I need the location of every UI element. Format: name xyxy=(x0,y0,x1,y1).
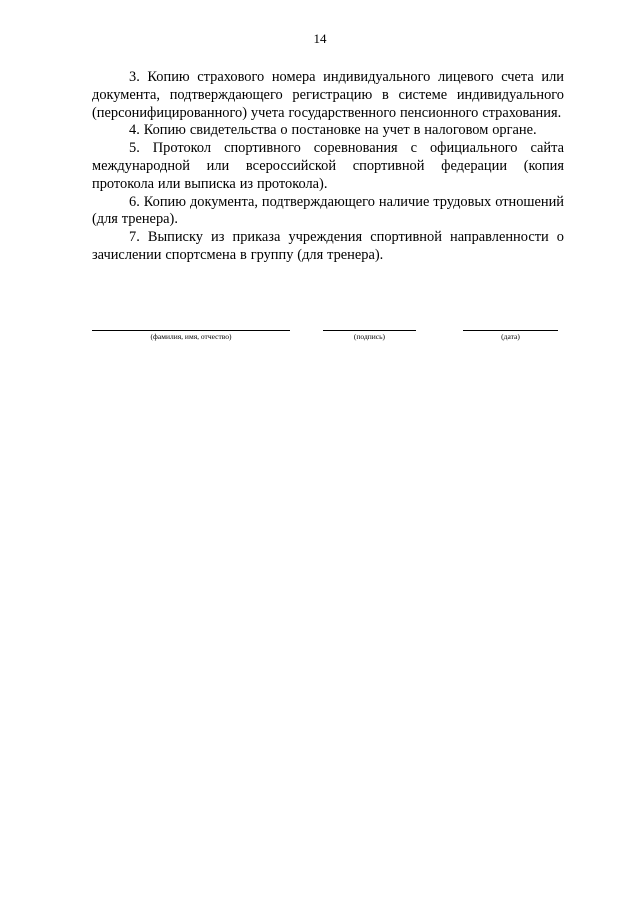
date-caption: (дата) xyxy=(501,332,520,341)
signature-line xyxy=(323,318,416,331)
signature-block xyxy=(0,318,640,348)
paragraph-item-3: 3. Копию страхового номера индивидуального лицевого счета или документа, подтверждающего регистрацию в системе индивидуального (персонифицированного) учета государственного пенсионного страхования. xyxy=(92,69,564,121)
full-name-caption: (фамилия, имя, отчество) xyxy=(150,332,232,341)
full-name-field xyxy=(92,318,290,342)
paragraph-item-5: 5. Протокол спортивного соревнования с официального сайта международной или всероссийской спортивной федерации (копия протокола или выписка из протокола). xyxy=(92,140,564,192)
page-number: 14 xyxy=(313,31,327,46)
paragraph-item-7: 7. Выписку из приказа учреждения спортивной направленности о зачислении спортсмена в группу (для тренера). xyxy=(92,229,564,263)
date-field xyxy=(463,318,558,342)
document-body xyxy=(92,69,564,265)
signature-field xyxy=(323,318,416,342)
full-name-line xyxy=(92,318,290,331)
date-line xyxy=(463,318,558,331)
paragraph-item-4: 4. Копию свидетельства о постановке на учет в налоговом органе. xyxy=(129,122,537,139)
signature-caption: (подпись) xyxy=(353,332,386,341)
paragraph-item-6: 6. Копию документа, подтверждающего наличие трудовых отношений (для тренера). xyxy=(92,193,564,228)
